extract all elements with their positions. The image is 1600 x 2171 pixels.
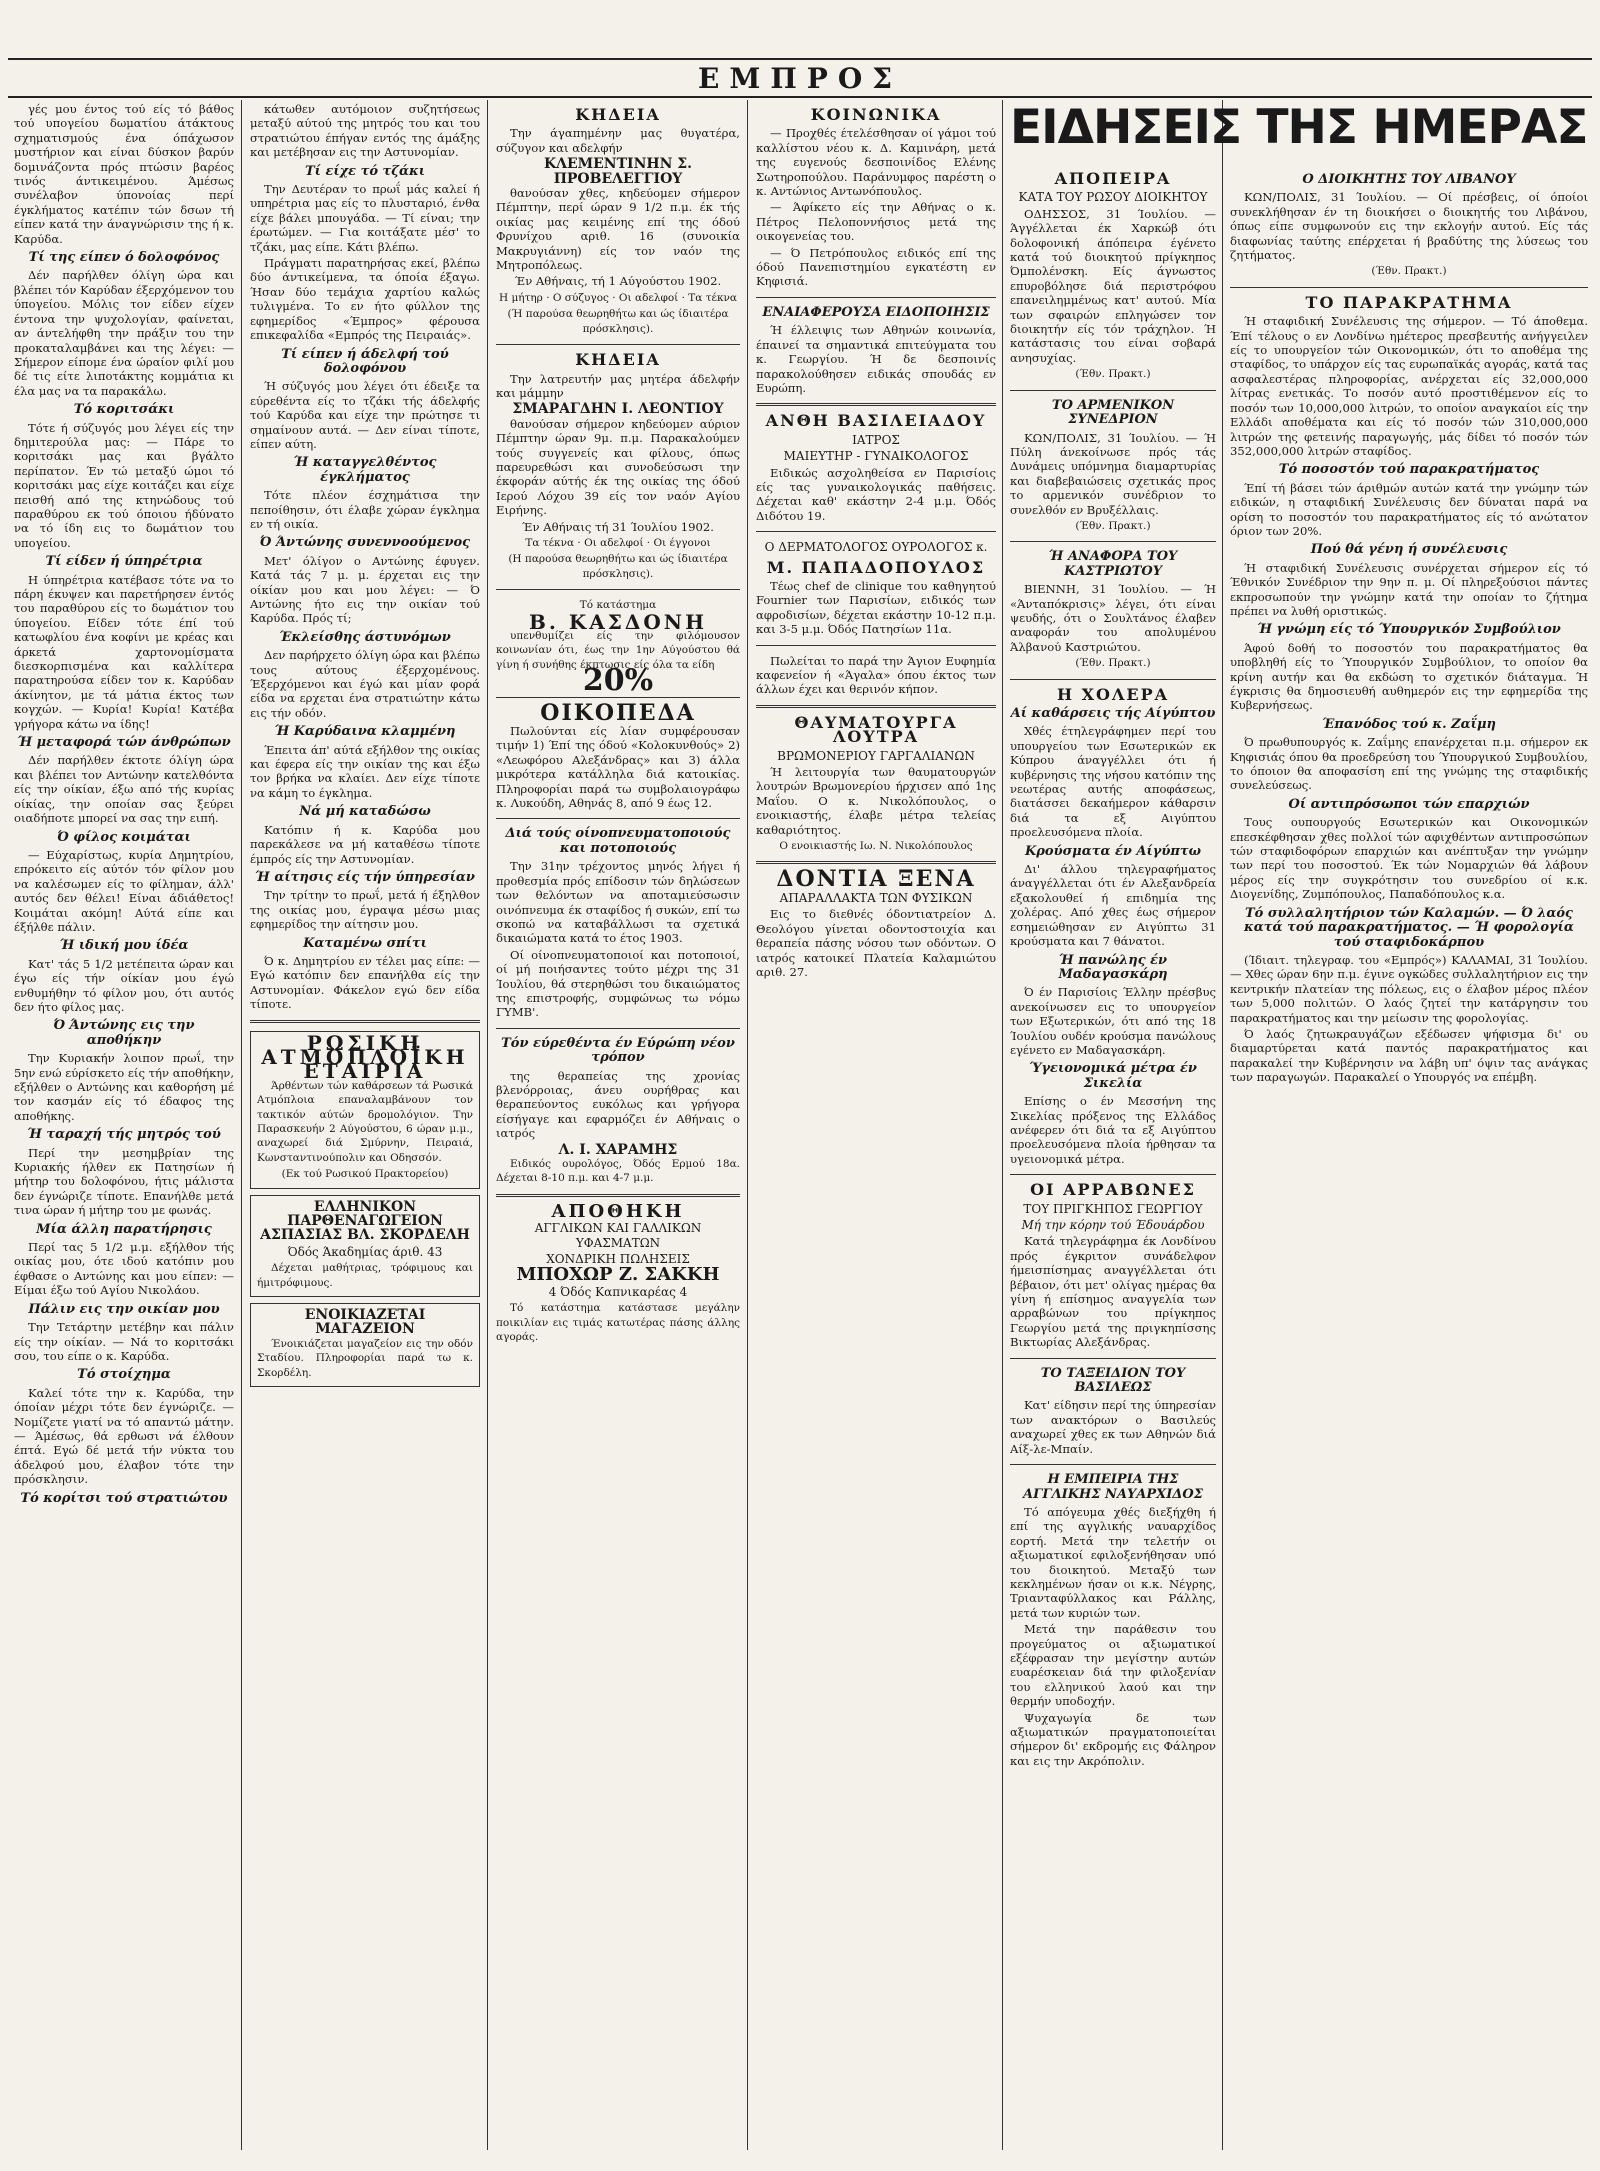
section-subheading: ΚΑΤΑ ΤΟΥ ΡΩΣΟΥ ΔΙΟΙΚΗΤΟΥ bbox=[1018, 190, 1208, 205]
news-source: (Έθν. Πρακτ.) bbox=[1075, 368, 1151, 381]
section-heading: Οί αντιπρόσωποι τών επαρχιών bbox=[1288, 796, 1530, 812]
article-text: Κατόπιν ή κ. Καρύδα μου παρεκάλεσε να μή καταθέσω τίποτε έμπρός είς την Αστυνομίαν. bbox=[250, 822, 480, 866]
section-heading: Ή ΑΝΑΦΟΡΑ ΤΟΥ ΚΑΣΤΡΙΩΤΟΥ bbox=[1048, 549, 1178, 579]
section-heading: ΤΟ ΑΡΜΕΝΙΚΟΝ ΣΥΝΕΔΡΙΟΝ bbox=[1051, 397, 1175, 428]
notice-heading: ΚΗΔΕΙΑ bbox=[575, 105, 661, 124]
article-text: Δεν παρήρχετο όλίγη ώρα και βλέπω τους αύτους έξερχομένους. Έξερχόμενοι και έγώ και μίαν φορά είδα να ερχεται ένα στρατιώτην κάτω εις τήν οδόν. bbox=[250, 648, 480, 720]
section-heading: Ή ταραχή τής μητρός τού bbox=[27, 1127, 221, 1143]
masthead-top-rule bbox=[8, 58, 1592, 60]
divider bbox=[1230, 287, 1588, 288]
section-heading: Τόν εύρεθέντα έν Εύρώπη νέον τρόπον bbox=[501, 1035, 735, 1066]
article-text: Την 31ην τρέχοντος μηνός λήγει ή προθεσμία πρός επίδοσιν τών δηλώσεων των θελόντων να αποταμιεύσωσιν οινόπνευμα έκ σταφίδος ή συκών, επί τω σκοπώ να καταβάλλωσι τα σχετικά δικαιώματα κατά το έτος 1903. bbox=[496, 859, 740, 946]
column-rule bbox=[241, 100, 242, 2150]
section-heading: Ή γνώμη είς τό Ύπουργικόν Συμβούλιον bbox=[1257, 622, 1561, 638]
news-of-the-day-banner: ΕΙΔΗΣΕΙΣ ΤΗΣ ΗΜΕΡΑΣ bbox=[1010, 100, 1588, 155]
section-heading: Ό Άντώνης εις την αποθήκην bbox=[53, 1018, 195, 1048]
section-subheading: Ύγειονομικά μέτρα έν Σικελία bbox=[1029, 1061, 1197, 1091]
ad-title: ΡΩΣΙΚΗ ΑΤΜΟΠΛΟΪΚΗ ΕΤΑΙΡΙΑ bbox=[261, 1030, 469, 1084]
article-text: Δέν παρήλθεν έκτοτε όλίγη ώρα και βλέπει τον Αντώνην κατελθόντα είς την οίκίαν, έξω από τής κυρίας οίκίας, την οποίαν σας ξεύρει οιαδήποτε μπορεί να σας την ειπή. bbox=[14, 753, 234, 826]
section-heading: Ή ιδική μου ίδέα bbox=[59, 938, 189, 954]
column-rule bbox=[747, 100, 748, 2150]
article-text: Την Τετάρτην μετέβην και πάλιν είς την οίκίαν. — Νά το κοριτσάκι σου, του είπε ο κ. Καρύδα. bbox=[14, 1320, 234, 1363]
section-heading: Ο ΔΙΟΙΚΗΤΗΣ ΤΟΥ ΛΙΒΑΝΟΥ bbox=[1302, 172, 1516, 187]
section-heading: Ή αίτησις είς τήν ύπηρεσίαν bbox=[255, 869, 475, 885]
ad-warehouse bbox=[496, 1200, 740, 1345]
article-text: — Άφίκετο είς την Αθήνας ο κ. Πέτρος Πελοποννήσιος μετά της οικογενείας του. bbox=[756, 200, 996, 244]
news-source: (Έθν. Πρακτ.) bbox=[1075, 657, 1151, 670]
section-heading: Τί είπεν ή άδελφή τού δολοφόνου bbox=[281, 346, 449, 376]
ad-text: Δέχεται μαθήτριας, τρόφιμους και ήμιτρόφιμους. bbox=[257, 1262, 473, 1289]
article-text: Τό απόγευμα χθές διεξήχθη ή επί της αγγλικής ναυαρχίδος εορτή. Μετά την τελετήν οι αξιωματικοί εφιλοξενήθησαν υπό του διοικητού. Μεταξύ των κεκλημένων ήσαν οι κ.κ. Νέγρης, Τριανταφύλλακος και Ράλλης, μετά των κυριών των. bbox=[1010, 1504, 1216, 1620]
section-heading: Τό στοίχημα bbox=[77, 1367, 171, 1383]
section-heading: Μία άλλη παρατήρησις bbox=[36, 1221, 212, 1237]
divider bbox=[1010, 1358, 1216, 1359]
doctor-title: ΙΑΤΡΟΣ bbox=[852, 432, 900, 447]
ad-subtitle: ΧΟΝΔΡΙΚΗ ΠΩΛΗΣΕΙΣ bbox=[546, 1252, 690, 1267]
section-heading: Τί είχε τό τζάκι bbox=[304, 163, 426, 179]
article-text: κάτωθεν αυτόμοιον συζητήσεως μεταξύ αύτού της μητρός του και του στρατιώτου έπήγαν εντός της άμάξης και μετέβησαν εις την Αστυνομίαν. bbox=[250, 102, 480, 160]
section-heading: ΑΠΟΠΕΙΡΑ bbox=[1054, 169, 1172, 188]
ad-text: Τό κατάστημα κατάστασε μεγάλην ποικιλίαν εις τιμάς κατωτέρας πάσης άλλης αγοράς. bbox=[496, 1302, 740, 1344]
section-heading: Καταμένω σπίτι bbox=[303, 935, 427, 951]
notice-date: Έν Αθήναις, τή 1 Αύγούστου 1902. bbox=[514, 274, 722, 289]
article-text: Άφού δοθή το ποσοστόν του παρακρατήματος θα υποβληθή είς το Ύπουργικόν Συμβούλιον, το οποίον θα κρίνη αυτήν και θα εκδώση το σχετικόν διάταγμα. Ή έγκρισις θα δημοσιευθή αυθημερόν εις την εφημερίδα της Κυβερνήσεως. bbox=[1230, 640, 1588, 713]
section-heading: Ή Καρύδαινα κλαμμένη bbox=[274, 724, 456, 740]
column-2 bbox=[250, 102, 480, 2142]
section-heading: Ή καταγγελθέντος έγκλήματος bbox=[293, 455, 437, 485]
ad-title: ΕΝΟΙΚΙΑΖΕΤΑΙ ΜΑΓΑΖΕΙΟΝ bbox=[304, 1307, 426, 1338]
doctor-name: Μ. ΠΑΠΑΔΟΠΟΥΛΟΣ bbox=[766, 557, 986, 577]
doctor-name: ΑΝΘΗ ΒΑΣΙΛΕΙΑΔΟΥ bbox=[765, 411, 987, 431]
article-text: — Προχθές έτελέσθησαν οί γάμοι τού καλλίστου νέου κ. Δ. Καμινάρη, μετά της ευγενούς δεσποινίδος Ελένης Σωτηροπούλου. Παράνυμφος παρέστη ο κ. Αντώνιος Αντωνόπουλος. bbox=[756, 126, 996, 199]
column-1 bbox=[14, 102, 234, 2142]
article-text: Ό λαός ζητωκραυγάζων εξέδωσεν ψήφισμα δι' ου διαμαρτύρεται κατά παντός παρακρατήματος και παρακαλεί την Κυβέρνησιν να λάβη υπ' όψιν τας ανάγκας των παραγωγών. Παρακαλεί ο Υπουργός να επέμβη. bbox=[1230, 1026, 1588, 1085]
section-heading: Έπανόδος τού κ. Ζαΐμη bbox=[1322, 716, 1496, 732]
article-text: Δι' άλλου τηλεγραφήματος άναγγέλλεται ότι έν Αλεξανδρεία εξακολουθεί ή επιδημία της χολέρας. Από χθες έως σήμερον εσημειώθησαν εν Αιγύπτω 31 κρούσματα και 7 θάνατοι. bbox=[1010, 862, 1216, 949]
notice-note: (Ή παρούσα θεωρηθήτω και ώς ίδιαιτέρα πρόσκλησις). bbox=[507, 308, 729, 335]
article-text: Κατά τηλεγράφημα έκ Λονδίνου πρός έγκριτον συνάδελφον ήμεισπίσημας αναγγέλλεται ότι βέβαιον, ότι μετ' ολίγας ημέρας θα γίνη ή επίσημος αναγγελία των αρραβώνων του πρίγκηπος Γεωργίου μετά της πριγκηπίσσης Βικτωρίας Αλεξάνδρας. bbox=[1010, 1234, 1216, 1350]
article-text: Καλεί τότε την κ. Καρύδα, την όποίαν μέχρι τότε δεν έγνώριζε. — Νομίζετε γιατί να τό απαντώ μάτην. — Άμέσως, θά ερθωσι νά έλθουν έπτά. Εγώ δέ μετά τήν νύκτα του άδελφού μου, έλαβον τότε την πρόσκλησιν. bbox=[14, 1385, 234, 1487]
article-text: Τότε πλέον έσχημάτισα την πεποίθησιν, ότι έλαβε χώραν έγκλημα εν τή οικία. bbox=[250, 488, 480, 531]
ad-title: ΕΛΛΗΝΙΚΟΝ ΠΑΡΘΕΝΑΓΩΓΕΙΟΝ bbox=[287, 1198, 443, 1230]
divider bbox=[1010, 541, 1216, 542]
section-heading: Η ΕΜΠΕΙΡΙΑ ΤΗΣ ΑΓΓΛΙΚΗΣ ΝΑΥΑΡΧΙΔΟΣ bbox=[1023, 1472, 1203, 1502]
section-heading: Ή μεταφορά τών άνθρώπων bbox=[17, 735, 231, 751]
divider bbox=[756, 645, 996, 646]
notice-signatories: Τα τέκνα · Οι αδελφοί · Οι έγγονοι bbox=[525, 536, 711, 549]
divider bbox=[250, 1020, 480, 1023]
ad-title: ΔΟΝΤΙΑ ΞΕΝΑ bbox=[776, 866, 976, 893]
notice-date: Έν Αθήναις τή 31 Ίουλίου 1902. bbox=[522, 519, 714, 534]
section-heading: Η ΧΟΛΕΡΑ bbox=[1056, 684, 1170, 704]
article-text: Κατ' είδησιν περί της ύπηρεσίαν των ανακτόρων ο Βασιλεύς αναχωρεί χθες εκ των Αθηνών διά Αίξ-λε-Μπαίν. bbox=[1010, 1398, 1216, 1456]
ad-text: Ένοικιάζεται μαγαζείον εις την οδόν Σταδίου. Πληροφορίαι παρά τω κ. Σκορδέλη. bbox=[257, 1337, 473, 1379]
article-text: Ό κ. Δημητρίου εν τέλει μας είπε: — Εγώ κατόπιν δεν επανήλθα είς την Αστυνομίαν. Φάκελον εγώ δεν είδα τίποτε. bbox=[250, 953, 480, 1012]
article-text: Μετά την παράθεσιν του προγεύματος οι αξιωματικοί εξέφρασαν την μεγίστην αυτών ευαρέσκειαν διά την φιλοξενίαν του ελληνικού λαού και την θερμήν υποδοχήν. bbox=[1010, 1622, 1216, 1709]
ad-name: ΑΣΠΑΣΙΑΣ ΒΛ. ΣΚΟΡΔΕΛΗ bbox=[260, 1227, 470, 1244]
notice-text: Την άγαπημένην μας θυγατέρα, σύζυγον και αδελφήν bbox=[496, 126, 740, 155]
article-text: Την Κυριακήν λοιπον πρωΐ, την 5ην ενώ εύρίσκετο είς τήν αποθήκην, εξήλθεν ο Αντώνης και καθορήση μέ τον κασμάν είς τό έδαφος της αποθήκης. bbox=[14, 1051, 234, 1123]
ad-source: (Εκ τού Ρωσικού Πρακτορείου) bbox=[281, 1168, 449, 1181]
article-text: Ή λειτουργία των θαυματουργών λουτρών Βρωμονερίου ήρχισεν από 1ης Μαΐου. Ο κ. Νικολόπουλος, ο ενοικιαστής, έλαβε μέτρα τελείας καθαριότητος. bbox=[756, 765, 996, 837]
doctor-specialty: ΜΑΙΕΥΤΗΡ - ΓΥΝΑΙΚΟΛΟΓΟΣ bbox=[783, 449, 969, 464]
section-heading: ΟΙ ΑΡΡΑΒΩΝΕΣ bbox=[1030, 1180, 1196, 1200]
article-text: Ή έλλειψις των Αθηνών κοινωνία, έπαινεί τα σημαντικά επιτεύγματα του κ. Γεωργίου. Ή δε δεσποινίς παρακολούθησεν ειδικάς σπουδάς εν Ευρώπη. bbox=[756, 323, 996, 395]
article-text: ΟΔΗΣΣΟΣ, 31 Ίουλίου. — Άγγέλλεται έκ Χαρκώβ ότι δολοφονική άπόπειρα έγένετο κατά τού διοικητού πρίγκηπος Όμπολένσκη. Είς άγνωστος επυροβόλησε διά περιστρόφου επανειλημμένως κατ' αυτού. Μία των σφαιρών επληγώσεν τον διοικητήν είς τόν τράχηλον. Ή κατάστασις του είναι σοβαρά ανησυχίας. bbox=[1010, 206, 1216, 365]
ad-text: Άρθέντων τών καθάρσεων τά Ρωσικά Ατμόπλοια επαναλαμβάνουν τον τακτικόν αύτών δρομολόγιον. Την Παρασκευήν 2 Αύγούστου, 6 ώραν μ.μ., αναχωρεί διά Σμύρνην, Πειραιά, Κωνσταντινούπολιν και Οδησσόν. bbox=[257, 1079, 473, 1164]
article-text: Η ύπηρέτρια κατέβασε τότε να το πάρη έκυψεν και παρετήρησεν έντός του παραθύρου είς το δωμάτιον του ύπογείου. Είδεν τότε έπί τού κατωφλίου ένα κοφίνι με κρέας και άρκετά χαρτονομίσματα διεσκορπισμένα και καλλίτερα παρατηρούσα είδεν τον κ. Καρύδαν άκίνητον, με τά μάτια έκτος των κογχών. — Κυρία! Κυρία! Κατέβα γρήγορα κάτω να ίδης! bbox=[14, 572, 234, 731]
article-text: Τέως chef de clinique του καθηγητού Fournier των Παρισίων, ειδικός των αφροδισίων, δέχεται εκάστην 10-12 π.μ. και 3-5 μ.μ. Όδός Πατησίων 11α. bbox=[756, 578, 996, 637]
ad-address: 4 Όδός Καπνικαρέας 4 bbox=[548, 1284, 688, 1299]
section-heading: ΤΟ ΠΑΡΑΚΡΑΤΗΜΑ bbox=[1305, 292, 1513, 312]
ad-shop-rent bbox=[250, 1303, 480, 1387]
ad-text: υπενθυμίζει είς την φιλόμουσον κοινωνίαν ότι, έως την 1ην Αύγούστου θά γίνη ή συνήθης έκπτωσις είς όλα τα είδη bbox=[496, 630, 740, 671]
masthead-bottom-rule bbox=[8, 96, 1592, 98]
ad-subtitle: ΑΓΓΛΙΚΩΝ ΚΑΙ ΓΑΛΛΙΚΩΝ ΥΦΑΣΜΑΤΩΝ bbox=[534, 1221, 702, 1250]
article-text: Ειδικώς ασχοληθείσα εν Παρισίοις είς τας γυναικολογικάς παθήσεις. Δέχεται καθ' εκάστην 2-4 μ.μ. Όδός Διδότου 19. bbox=[756, 465, 996, 523]
deceased-name: ΣΜΑΡΑΓΔΗΝ Ι. ΛΕΟΝΤΙΟΥ bbox=[512, 401, 724, 418]
section-heading: Διά τούς οίνοπνευματοποιούς και ποτοποιούς bbox=[505, 826, 731, 856]
ad-pretext: Τό κατάστημα bbox=[579, 599, 657, 612]
section-heading: Πάλιν εις την οικίαν μου bbox=[28, 1301, 220, 1317]
article-text: Την Δευτέραν το πρωΐ μάς καλεί ή υπηρέτρια μας είς το πλυσταριό, ένθα είχε βάλει μπουγάδα. — Τί είναι; την έρωτώμεν. — Για κοιτάξατε μέσ' το τζάκι, μας είπε. Κάτι βλέπω. bbox=[250, 182, 480, 254]
divider bbox=[496, 818, 740, 819]
article-text: Ψυχαγωγία δε των αξιωματικών πραγματοποιείται σήμερον δι' εκδρομής εις Φάληρον και εις την Ακρόπολιν. bbox=[1010, 1710, 1216, 1768]
section-subheading: Κρούσματα έν Αίγύπτω bbox=[1024, 843, 1202, 859]
column-6 bbox=[1230, 168, 1588, 2142]
notice-text: θανούσαν σήμερον κηδεύομεν αύριον Πέμπτην ώραν 9μ. π.μ. Παρακαλούμεν τούς συγγενείς και φίλους, όπως παρευρεθώσι και συνοδεύσωσι την έκφοράν αύτής έκ της οικίας της όδού Ιερού Λόχου 39 είς τον ναόν Αγίου Ειρήνης. bbox=[496, 416, 740, 518]
article-text: — Εύχαρίστως, κυρία Δημητρίου, επρόκειτο είς αύτόν τόν φίλον μου να καλέσωμεν είς το φίλημαν, άλλ' αυτός δεν θέλει! Είναι άδιάθετος! Κοιμάται ακόμη! Αύτά είπε και έξήλθε πάλιν. bbox=[14, 847, 234, 934]
article-text: γές μου έντος τού είς τό βάθος τού υπογείου δωματίου άτάκτους σχηματισμούς ένα όπάχωσον μυστήριον και είναι δύσκον βαρύν δομινάζοντα πρός πτώσιν βαρέος τινός άντικειμένου. Άμέσως συνέλαβον ύπονοίας περί έγκλήματος κατέπιν τών δσων τή είπεν κατά την άναγνώρισιν της ή κ. Καρύδα. bbox=[14, 102, 234, 246]
article-text: (Ίδιαιτ. τηλεγραφ. του «Εμπρός») ΚΑΛΑΜΑΙ, 31 Ίουλίου. — Χθες ώραν 6ην π.μ. έγινε ογκώδες συλλαλητήριον εις την κεντρικήν πλατείαν της πόλεως, εις ο έλαβον μέρος πλέον των 5,000 πολιτών. Ο λαός ζητεί την κατάργησιν του παρακρατήματος και την μείωσιν της φορολογίας. bbox=[1230, 952, 1588, 1025]
news-source: (Έθν. Πρακτ.) bbox=[1075, 519, 1151, 532]
ad-title: ΘΑΥΜΑΤΟΥΡΓΑ ΛΟΥΤΡΑ bbox=[794, 712, 958, 747]
article-text: Τότε ή σύζυγός μου λέγει είς την δημιτερούλα μας: — Πάρε το κοριτσάκι μας και βγάλτο περίπατον. Έν τώ μεταξύ ώμοι τό κοριτσάκι μας είχε κοιτάζει και είχε πεισθή από της κτηνώδους τού παραθύρου εκ τού όποιου ήδύνατο να τό ίδη εις το δωμάτιον του υπογείου. bbox=[14, 420, 234, 550]
section-heading: Τό ποσοστόν τού παρακρατήματος bbox=[1278, 462, 1540, 478]
divider bbox=[1010, 1464, 1216, 1465]
section-heading: Τό κοριτσάκι bbox=[73, 402, 175, 418]
article-text: Ό έν Παρισίοις Έλλην πρέσβυς ανεκοίνωσεν εις το υπουργείον των Εξωτερικών, ότι από της 18 Ίουλίου ουδέν κρούσμα πανώλους εγένετο εν Μαδαγασκάρη. bbox=[1010, 985, 1216, 1057]
ad-name: ΜΠΟΧΩΡ Ζ. ΣΑΚΚΗ bbox=[516, 1264, 720, 1286]
notice-signatories: Η μήτηρ · Ο σύζυγος · Οι αδελφοί · Τα τέκνα bbox=[498, 291, 738, 304]
article-text: Δέν παρήλθεν όλίγη ώρα και βλέπει τόν Καρύδαν έξερχόμενον του ύπογείου. Μόλις τον είδεν είχεν έντονα την ψυχολογίαν, φαίνεται, αν άντελήφθη την πράξιν του την προκαταλαμβάνει και της λέγει: — Σήμερον είπομε ένα ώραίον φιλί μου δέ τις είτε λιποτάκτης κομμάτια κι έλα μας να τα παρακάλω. bbox=[14, 268, 234, 398]
column-rule bbox=[487, 100, 488, 2150]
section-heading: Πού θά γένη ή συνέλευσις bbox=[1310, 542, 1508, 558]
article-text: Την τρίτην το πρωΐ, μετά ή έξηλθον της οικίας μου, έγραψα μέσω μιας εφημερίδος την αίτησιν μου. bbox=[250, 888, 480, 932]
article-text: ΚΩΝ/ΠΟΛΙΣ, 31 Ίουλίου. — Οί πρέσβεις, οί όποίοι συνεκλήθησαν έν τη διοικήσει ο διοικητής του Λιβάνου, όπως είπε συμφωνούν εις την εκλογήν αυτού. Είς τάς διαφωνίας ταύτης επέρχεται ή βραδύτης της λύσεως του ζητήματος. bbox=[1230, 190, 1588, 263]
notice-text: θανούσαν χθες, κηδεύομεν σήμερον Πέμπτην, περί ώραν 9 1/2 π.μ. έκ τής οικίας μας κειμένης επί της όδού Φρυνίχου αριθ. 16 (συνοικία Μακρυγιάννη) είς τον ναόν της Μητροπόλεως. bbox=[496, 186, 740, 273]
article-text: Ό πρωθυπουργός κ. Ζαΐμης επανέρχεται π.μ. σήμερον εκ Κηφισιάς όπου θα προεδρεύση του Ύπουργικού Συμβουλίου, το όποιον θα αποφασίση επί της γνώμης της σταφιδικής συνελεύσεως. bbox=[1230, 735, 1588, 793]
article-text: Τους ουπουργούς Εσωτερικών και Οικονομικών επεσκέφθησαν χθες πολλοί τών αφιχθέντων αντιπροσώπων τών σταφιδοφόρων επαρχιών και ανέπτυξαν την γνώμην των περί του ποσοστού. Έκ τών Νομαρχιών θά λάβουν μέρος είς την συγκρότησιν του συνεδρίου οί κ.κ. Διογενίδης, Ζυμπόπουλος, Παπαδόπουλος κ.α. bbox=[1230, 815, 1588, 902]
article-text: της θεραπείας της χρονίας βλενόρροιας, άνευ ουρήθρας και θεραπεύοντος ευκόλως και γρήγορα είσήγαγε και εφαρμόζει έν Αθήναις ο ιατρός bbox=[496, 1068, 740, 1141]
ad-girls-school bbox=[250, 1195, 480, 1297]
column-4 bbox=[756, 102, 996, 2142]
ad-subtitle: ΒΡΩΜΟΝΕΡΙΟΥ ΓΑΡΓΑΛΙΑΝΩΝ bbox=[777, 748, 975, 763]
ad-kasdoni bbox=[496, 598, 740, 699]
section-heading: Έκλείσθης άστυνόμων bbox=[279, 629, 451, 645]
section-subheading: Ή πανώλης έν Μαδαγασκάρη bbox=[1058, 952, 1168, 982]
doctor-name: Λ. Ι. ΧΑΡΑΜΗΣ bbox=[558, 1141, 678, 1158]
ad-russian-shipping bbox=[250, 1031, 480, 1189]
news-source: (Έθν. Πρακτ.) bbox=[1371, 265, 1447, 278]
divider bbox=[756, 705, 996, 708]
divider bbox=[1010, 1174, 1216, 1175]
section-heading: Τί της είπεν ό δολοφόνος bbox=[28, 250, 220, 266]
divider bbox=[1010, 390, 1216, 391]
article-text: Ή σταφιδική Συνέλευσις της σήμερον. — Τό άποθεμα. Έπί τέλους ο εν Λονδίνω ημέτερος πρεσβευτής ανήγγειλεν είς το υπουργείον τών Οικονομικών, ότι το αποθέμα της σταφίδος, το υπάρχον είς τας ευρωπαϊκάς αγοράς, κατά τας ασφαλεστέρας πληροφορίας, ανέρχεται είς 32,000,000 λίτρας ενετικάς. Το ποσόν αυτό προστιθέμενον είς το ποσόν των 10,000,000 λιτρών, το οποίον αναγκαίοι είς την Ελλάδι αποθέματα και είς τό ποσόν τών 310,000,000 λιτρών της φετεινής παραγωγής, μάς δίδει τό ποσόν τών 352,000,000 λιτρών σταφίδος. bbox=[1230, 314, 1588, 458]
column-rule bbox=[1002, 100, 1003, 2150]
section-heading: ΕΝΑΙΑΦΕΡΟΥΣΑ ΕΙΔΟΠΟΙΗΣΙΣ bbox=[762, 304, 990, 320]
deceased-name: ΚΛΕΜΕΝΤΙΝΗΝ Σ. ΠΡΟΒΕΛΕΓΓΙΟΥ bbox=[543, 156, 693, 187]
section-heading: ΤΟ ΤΑΞΕΙΔΙΟΝ ΤΟΥ ΒΑΣΙΛΕΩΣ bbox=[1040, 1365, 1186, 1396]
section-heading: Τί είδεν ή ύπηρέτρια bbox=[45, 554, 203, 570]
divider bbox=[496, 1194, 740, 1197]
divider bbox=[756, 861, 996, 864]
article-text: Έπειτα άπ' αύτά εξήλθον της οικίας και έφερα είς την οικίαν της και έξω τον βρήκα να κλαίει. Δεν είχε τίποτε να κάμη το έγκλημα. bbox=[250, 742, 480, 800]
article-text: Μετ' όλίγον ο Αντώνης έφυγεν. Κατά τάς 7 μ. μ. έρχεται εις την οίκίαν μου και μου λέγει: — Ό Αντώνης ήτο εις την οικίαν τού Καρύδα. Πρός τί; bbox=[250, 553, 480, 626]
ad-signature: Ο ενοικιαστής Ιω. Ν. Νικολόπουλος bbox=[779, 840, 973, 853]
section-heading: Ό Άντώνης συνεννοούμενος bbox=[259, 535, 471, 551]
divider bbox=[756, 297, 996, 298]
column-5-body bbox=[1010, 166, 1216, 2142]
column-3 bbox=[496, 102, 740, 2142]
article-text: Ή σύζυγός μου λέγει ότι έδειξε τα εύρεθέντα είς το τζάκι τής άδελφής τού Καρύδα και είχε την πρώτησε τι σημαίνουν αυτά. — Δεν είναι τίποτε, είπεν αύτη. bbox=[250, 379, 480, 451]
divider bbox=[496, 1028, 740, 1029]
article-text: — Ό Πετρόπουλος ειδικός επί της όδού Πανεπιστημίου εγκατέστη εν Κηφισιά. bbox=[756, 245, 996, 289]
article-text: Πωλούνται είς λίαν συμφέρουσαν τιμήν 1) Έπί της όδού «Κολοκυνθούς» 2) «Λεωφόρου Αλεξάνδρας» και 3) άλλα μικρότερα κατάλληλα διά κατοικίας. Πληροφορίαι παρά τω συμβολαιογράφω κ. Λυκούδη, Αθηνάς 8, από 9 έως 12. bbox=[496, 724, 740, 811]
article-text: Εις το διεθνές όδοντιατρείον Δ. Θεολόγου γίνεται οδοντοστοιχία και θεραπεία πάσης νόσου των οδόντων. Ο ιατρός κατοικεί Πλατεία Καλαμιώτου αριθ. 27. bbox=[756, 907, 996, 979]
doctor-specialty: Ο ΔΕΡΜΑΤΟΛΟΓΟΣ ΟΥΡΟΛΟΓΟΣ κ. bbox=[764, 540, 988, 555]
section-heading: Τό κορίτσι τού στρατιώτου bbox=[20, 1490, 228, 1506]
divider bbox=[496, 589, 740, 590]
divider bbox=[1010, 679, 1216, 680]
divider bbox=[756, 531, 996, 532]
discount-percent: 20% bbox=[582, 663, 654, 699]
article-text: Χθές έτηλεγράφημεν περί του υπουργείου των Εσωτερικών εκ Κύπρου άναγγέλλει ότι ή κυβέρνησις της νήσου κατόπιν της νεωτέρας αυτής αποφάσεως, διατάσσει δεκαήμερον κάθαρσιν διά τα εξ Αιγύπτου προελευσόμενα πλοία. bbox=[1010, 724, 1216, 840]
article-text: ΚΩΝ/ΠΟΛΙΣ, 31 Ίουλίου. — Ή Πύλη άνεκοίνωσε πρός τάς Δυνάμεις υπόμνημα διαμαρτυρίας και διαβεβαιώσεις σχετικάς προς το αρμενικόν συνέδριον το συνελθόν εν Βρυξέλλαις. bbox=[1010, 430, 1216, 517]
divider bbox=[496, 344, 740, 345]
notice-heading: ΚΗΔΕΙΑ bbox=[575, 350, 661, 370]
section-heading: Τό συλλαλητήριον τών Καλαμών. — Ό λαός κατά τού παρακρατήματος. — Ή φορολογία τού σταφιδοκάρπου bbox=[1244, 905, 1574, 950]
column-rule bbox=[1222, 100, 1223, 2150]
ad-subtitle: ΑΠΑΡΑΛΛΑΚΤΑ ΤΩΝ ΦΥΣΙΚΩΝ bbox=[779, 890, 973, 905]
article-text: Περί την μεσημβρίαν της Κυριακής ήλθεν εκ Πατησίων ή μήτηρ του δολοφόνου, ήτις μάλιστα δεν έγνώριζε τίποτε. Επανήλθε μετά τινα ώραν ή μήτηρ του με φωνάς. bbox=[14, 1145, 234, 1218]
ad-title: Β. ΚΑΣΔΟΝΗ bbox=[529, 609, 707, 634]
section-heading: Ό φίλος κοιμάται bbox=[57, 829, 191, 845]
article-text: Έπί τή βάσει τών άριθμών αυτών κατά την γνώμην τών ειδικών, η σταφιδική Συνέλευσις δεν δύναται παρά να ορίση το ποσοστόν του παρακρατήματος είς τό ανώτατον όριον των 20%. bbox=[1230, 480, 1588, 538]
article-text: Οί οίνοπνευματοποιοί και ποτοποιοί, οί μή ποιήσαντες τούτο μέχρι της 31 Ίουλίου, θά στερηθώσι του δικαιώματος της επιστροφής, συμφώνως τω νόμω ΓΥΜΒ'. bbox=[496, 947, 740, 1020]
ad-address: Όδός Άκαδημίας άριθ. 43 bbox=[287, 1244, 443, 1259]
ad-title: ΑΠΟΘΗΚΗ bbox=[551, 1200, 685, 1222]
section-subheading: Αί καθάρσεις τής Αίγύπτου bbox=[1010, 706, 1216, 721]
divider bbox=[756, 403, 996, 406]
section-heading: Νά μή καταδώσω bbox=[299, 804, 431, 820]
section-heading: ΟΙΚΟΠΕΔΑ bbox=[540, 699, 696, 726]
notice-note: (Η παρούσα θεωρηθήτω και ώς ίδιαιτέρα πρόσκλησις). bbox=[508, 553, 728, 580]
article-text: Επίσης ο έν Μεσσήνη της Σικελίας πρόξενος της Ελλάδος ανέφερεν ότι διά τα εξ Αιγύπτου προελευσόμενα πλοία ήρθησαν τα υγειονομικά μέτρα. bbox=[1010, 1094, 1216, 1166]
newspaper-title: ΕΜΠΡΟΣ bbox=[697, 62, 903, 95]
article-text: Περί τας 5 1/2 μ.μ. εξήλθον τής οικίας μου, ότε ιδού κατόπιν μου έφθασε ο Αντώνης και μου είπεν: — Είμαι έξω τού Αγίου Νικολάου. bbox=[14, 1240, 234, 1298]
article-text: ΒΙΕΝΝΗ, 31 Ίουλίου. — Ή «Άνταπόκρισις» λέγει, ότι είναι ψευδής, ότι ο Σουλτάνος έλαβεν αναφοράν του απολυμένου Άλβανού Καστριώτου. bbox=[1010, 582, 1216, 654]
article-text: Ή σταφιδική Συνέλευσις συνέρχεται σήμερον είς τό Έθνικόν Συνέδριον την 9ην π. μ. Οί πληρεξούσιοι πάντες εκπροσωπούν την γνώμην κατά την οποίαν το ζήτημα πρέπει να λυθή οριστικώς. bbox=[1230, 560, 1588, 618]
article-text: Ειδικός ουρολόγος, Όδός Ερμού 18α. Δέχεται 8-10 π.μ. και 4-7 μ.μ. bbox=[496, 1158, 740, 1185]
article-text: Πωλείται το παρά την Άγιον Ευφημία καφενείον ή «Άγαλα» όπου έκτος των άλλων έχει και θερινόν κήπον. bbox=[756, 653, 996, 697]
article-text: Κατ' τάς 5 1/2 μετέπειτα ώραν και έγω είς τήν οίκίαν μου έγώ ενθυμήθην τό φίλον μου, ότι αυτός δεν ήτο φίλος μας. bbox=[14, 956, 234, 1014]
section-subheading: ΤΟΥ ΠΡΙΓΚΗΠΟΣ ΓΕΩΡΓΙΟΥ bbox=[1023, 1201, 1203, 1216]
section-subheading: Μή την κόρην τού Έδουάρδου bbox=[1021, 1218, 1205, 1232]
section-heading: ΚΟΙΝΩΝΙΚΑ bbox=[810, 105, 942, 124]
notice-text: Την λατρευτήν μας μητέρα άδελφήν και μάμμην bbox=[496, 371, 740, 400]
article-text: Πράγματι παρατηρήσας εκεί, βλέπω δύο άντικείμενα, τα όποία έξαγω. Ήσαν δύο τεμάχια χαρτίου καλώς τυλιγμένα. Το εν ήτο φύλλον της εφημερίδος «Έμπρος» φέρουσα επικεφαλίδα «Εμπρός της Πειραιάς». bbox=[250, 256, 480, 343]
